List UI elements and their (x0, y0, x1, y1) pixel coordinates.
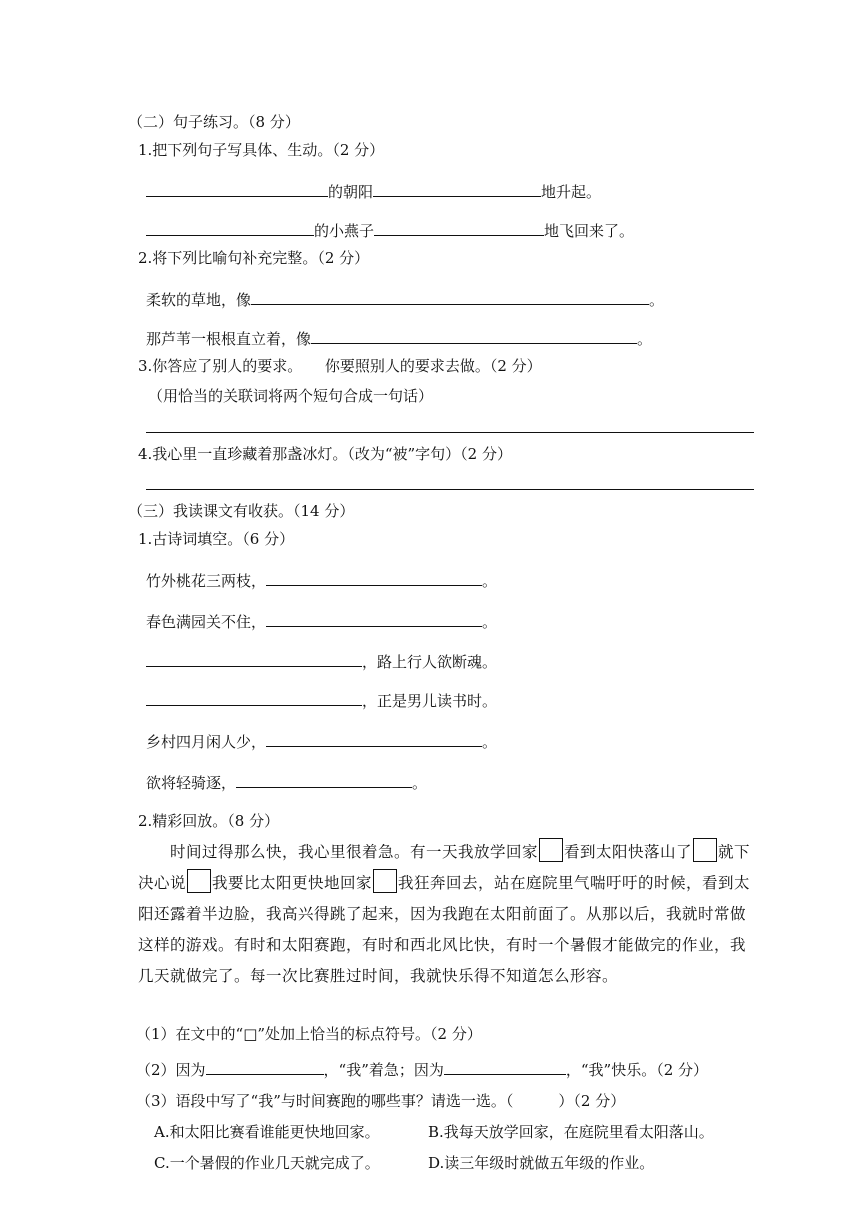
poem-line (146, 690, 497, 711)
question-title: 2.将下列比喻句补充完整。（2 分） (138, 249, 370, 267)
answer-blank[interactable] (374, 220, 544, 236)
passage-text: 看到太阳快落山了 (564, 843, 693, 861)
passage-text: 我要比太阳更快地回家 (212, 874, 373, 892)
section-heading: （二）句子练习。（8 分） (128, 113, 300, 131)
line-text: 的小燕子 (314, 222, 375, 240)
answer-blank[interactable] (251, 289, 649, 305)
line-text: 地升起。 (541, 183, 602, 201)
line-text: 。 (649, 291, 665, 309)
poem-line (146, 772, 427, 793)
question-title: 1.古诗词填空。（6 分） (138, 530, 295, 548)
sub-question: （1）在文中的“□”处加上恰当的标点符号。（2 分） (136, 1025, 482, 1043)
option-b[interactable]: B.我每天放学回家，在庭院里看太阳落山。 (428, 1123, 714, 1141)
answer-blank[interactable] (206, 1059, 324, 1075)
punctuation-box[interactable] (693, 838, 717, 862)
fill-line (146, 220, 634, 241)
answer-blank[interactable] (311, 328, 637, 344)
poem-line (146, 731, 497, 752)
passage-text: 就下决心说 (138, 843, 751, 892)
line-text: 春色满园关不住， (146, 613, 267, 631)
option-a[interactable]: A.和太阳比赛看谁能更快地回家。 (154, 1123, 380, 1141)
answer-blank[interactable] (266, 570, 482, 586)
question-title: 3.你答应了别人的要求。 你要照别人的要求去做。（2 分） (138, 357, 542, 375)
option-d[interactable]: D.读三年级时就做五年级的作业。 (428, 1154, 655, 1172)
line-text: 的朝阳 (328, 183, 374, 201)
answer-blank[interactable] (236, 772, 412, 788)
line-text: 。 (482, 613, 498, 631)
line-text: ，正是男儿读书时。 (362, 692, 498, 710)
question-title: 2.精彩回放。（8 分） (138, 812, 280, 830)
sub-question: （3）语段中写了“我”与时间赛跑的哪些事？请选一选。（ ）（2 分） (136, 1092, 626, 1110)
line-text: ，“我”快乐。（2 分） (565, 1061, 709, 1079)
answer-blank[interactable] (266, 731, 482, 747)
line-text: 。 (482, 733, 498, 751)
answer-blank[interactable] (146, 181, 328, 197)
answer-line[interactable] (146, 489, 754, 490)
line-text: 。 (482, 572, 498, 590)
question-hint: （用恰当的关联词将两个短句合成一句话） (148, 387, 434, 405)
line-text: 竹外桃花三两枝， (146, 572, 267, 590)
question-title: 4.我心里一直珍藏着那盏冰灯。（改为“被”字句）（2 分） (138, 445, 512, 463)
answer-blank[interactable] (146, 651, 362, 667)
line-text: 那芦苇一根根直立着，像 (146, 330, 312, 348)
poem-line (146, 570, 497, 591)
fill-line (146, 289, 664, 310)
punctuation-box[interactable] (539, 838, 563, 862)
option-c[interactable]: C.一个暑假的作业几天就完成了。 (154, 1154, 380, 1172)
reading-passage (138, 837, 758, 992)
poem-line (146, 611, 497, 632)
line-text: （2）因为 (136, 1061, 206, 1079)
punctuation-box[interactable] (373, 869, 397, 893)
punctuation-box[interactable] (187, 869, 211, 893)
line-text: ，“我”着急；因为 (323, 1061, 444, 1079)
section-heading: （三）我读课文有收获。（14 分） (128, 502, 355, 520)
answer-blank[interactable] (266, 611, 482, 627)
passage-text: 时间过得那么快，我心里很着急。有一天我放学回家 (170, 843, 539, 861)
question-title: 1.把下列句子写具体、生动。（2 分） (138, 141, 385, 159)
answer-blank[interactable] (146, 690, 362, 706)
line-text: 。 (412, 774, 428, 792)
sub-question (136, 1059, 708, 1080)
answer-line[interactable] (146, 432, 754, 433)
line-text: 乡村四月闲人少， (146, 733, 267, 751)
line-text: 柔软的草地，像 (146, 291, 252, 309)
line-text: 。 (637, 330, 653, 348)
poem-line (146, 651, 497, 672)
fill-line (146, 328, 652, 349)
line-text: 欲将轻骑逐， (146, 774, 237, 792)
passage-text: 我狂奔回去，站在庭院里气喘吁吁的时候，看到太阳还露着半边脸，我高兴得跳了起来，因为我跑在太阳前面了。从那以后，我就时常做这样的游戏。有时和太阳赛跑，有时和西北风比快，有时一个暑假才能做完的作业，我几天就做完了。每一次比赛胜过时间，我就快乐得不知道怎么形容。 (138, 874, 751, 985)
fill-line (146, 181, 601, 202)
answer-blank[interactable] (444, 1059, 566, 1075)
answer-blank[interactable] (373, 181, 541, 197)
line-text: ，路上行人欲断魂。 (362, 653, 498, 671)
line-text: 地飞回来了。 (544, 222, 635, 240)
answer-blank[interactable] (146, 220, 314, 236)
